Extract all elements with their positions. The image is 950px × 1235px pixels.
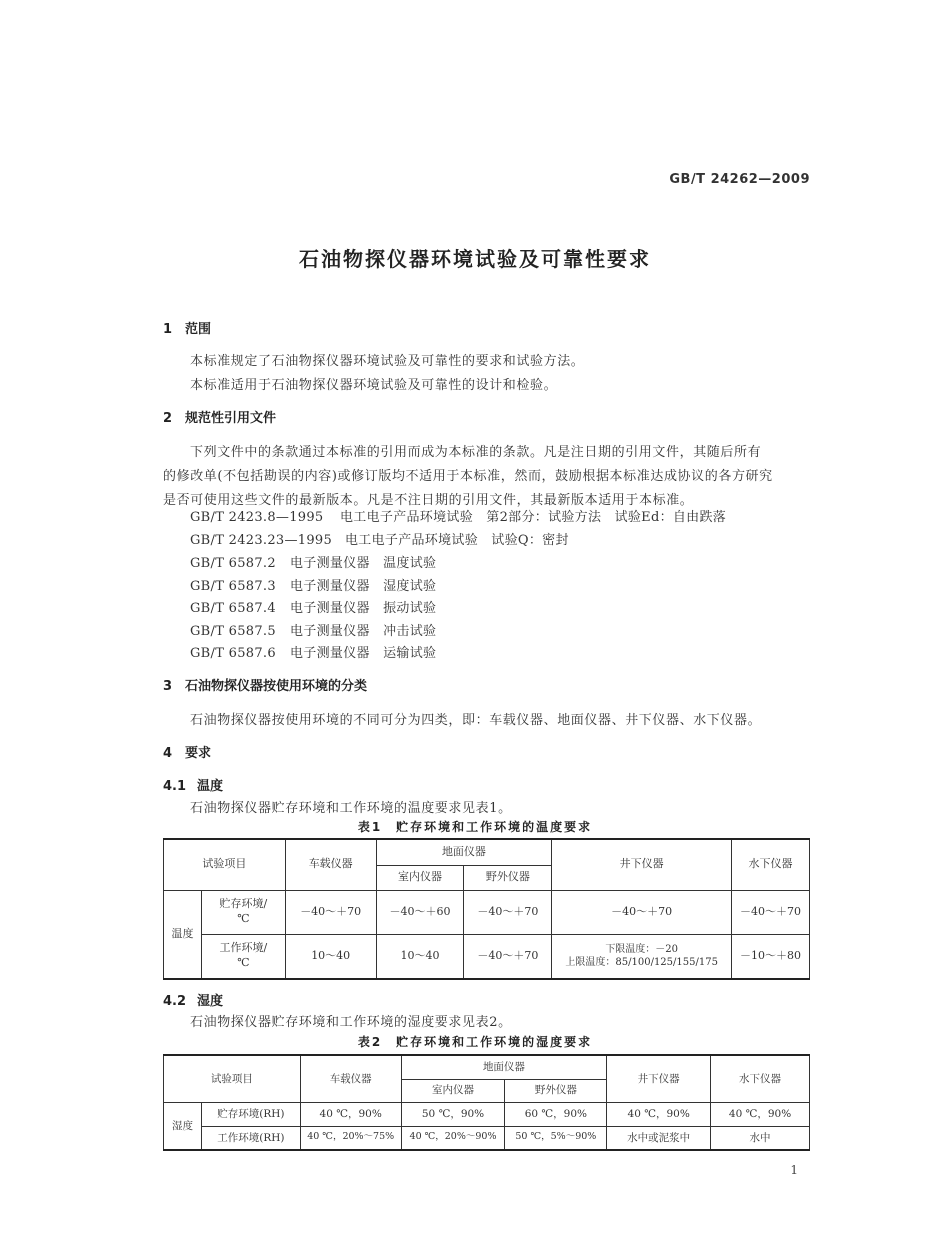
header-test-item: 试验项目 bbox=[164, 839, 286, 890]
header-downhole: 井下仪器 bbox=[552, 839, 732, 890]
paragraph-line: 的修改单(不包括勘误的内容)或修订版均不适用于本标准，然而，鼓励根据本标准达成协议的各方研究 bbox=[163, 469, 773, 484]
header-downhole: 井下仪器 bbox=[607, 1055, 711, 1102]
reference-item bbox=[190, 642, 436, 661]
header-indoor: 室内仪器 bbox=[376, 865, 464, 890]
section-number: 3 bbox=[163, 679, 173, 694]
header-test-item: 试验项目 bbox=[164, 1055, 301, 1102]
row-group-label: 温度 bbox=[164, 890, 202, 979]
table-row bbox=[164, 890, 810, 934]
row-group-label: 湿度 bbox=[164, 1102, 202, 1150]
paragraph: 本标准规定了石油物探仪器环境试验及可靠性的要求和试验方法。 bbox=[190, 354, 585, 369]
cell: 40 ℃，20%～90% bbox=[401, 1126, 505, 1150]
section-1-heading bbox=[163, 318, 211, 337]
section-number: 2 bbox=[163, 411, 173, 426]
paragraph: 石油物探仪器贮存环境和工作环境的湿度要求见表2。 bbox=[190, 1015, 512, 1030]
paragraph-line: 是否可使用这些文件的最新版本。凡是不注日期的引用文件，其最新版本适用于本标准。 bbox=[163, 493, 694, 508]
table-2-caption: 表2 贮存环境和工作环境的湿度要求 bbox=[357, 1035, 593, 1049]
header-outdoor: 野外仪器 bbox=[505, 1079, 607, 1102]
cell-line: 上限温度：85/100/125/155/175 bbox=[565, 957, 718, 969]
paragraph: 石油物探仪器按使用环境的不同可分为四类，即：车载仪器、地面仪器、井下仪器、水下仪器。 bbox=[190, 713, 762, 728]
cell: －40～＋70 bbox=[552, 890, 732, 934]
cell: －40～＋70 bbox=[464, 890, 552, 934]
reference-title: 电工电子产品环境试验 第2部分：试验方法 试验Ed：自由跌落 bbox=[340, 510, 727, 525]
section-4-1-heading bbox=[163, 775, 223, 794]
header-vehicle: 车载仪器 bbox=[300, 1055, 401, 1102]
cell: －40～＋60 bbox=[376, 890, 464, 934]
cell: 水中或泥浆中 bbox=[607, 1126, 711, 1150]
reference-item bbox=[190, 506, 726, 525]
cell: －10～＋80 bbox=[732, 934, 810, 979]
reference-code: GB/T 6587.4 bbox=[190, 601, 276, 616]
section-3-heading bbox=[163, 675, 367, 694]
cell: －40～＋70 bbox=[464, 934, 552, 979]
section-4-2-heading bbox=[163, 990, 223, 1009]
section-title: 要求 bbox=[185, 746, 212, 761]
header-ground: 地面仪器 bbox=[401, 1055, 607, 1079]
section-title: 范围 bbox=[185, 322, 212, 337]
section-title: 湿度 bbox=[197, 994, 224, 1009]
page-number: 1 bbox=[790, 1163, 798, 1177]
section-2-heading bbox=[163, 407, 276, 426]
reference-code: GB/T 2423.8—1995 bbox=[190, 510, 324, 525]
row-label-line: 工作环境/ bbox=[219, 941, 268, 955]
section-title: 温度 bbox=[197, 779, 224, 794]
section-title: 规范性引用文件 bbox=[185, 411, 277, 426]
cell: 60 ℃，90% bbox=[505, 1102, 607, 1126]
reference-item bbox=[190, 620, 436, 639]
cell: 50 ℃，90% bbox=[401, 1102, 505, 1126]
cell-line: 下限温度：－20 bbox=[605, 943, 679, 955]
section-number: 4.2 bbox=[163, 994, 187, 1009]
row-label-line: 贮存环境/ bbox=[219, 897, 268, 911]
humidity-table bbox=[163, 1054, 810, 1151]
reference-code: GB/T 6587.2 bbox=[190, 556, 276, 571]
row-label-unit: ℃ bbox=[237, 912, 250, 925]
header-vehicle: 车载仪器 bbox=[285, 839, 376, 890]
cell: 40 ℃，90% bbox=[300, 1102, 401, 1126]
header-ground: 地面仪器 bbox=[376, 839, 552, 865]
reference-code: GB/T 6587.6 bbox=[190, 646, 276, 661]
paragraph-line: 下列文件中的条款通过本标准的引用而成为本标准的条款。凡是注日期的引用文件，其随后所有 bbox=[190, 445, 762, 460]
cell: 50 ℃，5%～90% bbox=[505, 1126, 607, 1150]
row-label-unit: ℃ bbox=[237, 956, 250, 970]
header-outdoor: 野外仪器 bbox=[464, 865, 552, 890]
row-label bbox=[201, 890, 285, 934]
paragraph: 石油物探仪器贮存环境和工作环境的温度要求见表1。 bbox=[190, 801, 512, 816]
reference-title: 电子测量仪器 冲击试验 bbox=[290, 624, 437, 639]
cell: 水中 bbox=[711, 1126, 810, 1150]
reference-item bbox=[190, 575, 436, 594]
section-4-heading bbox=[163, 742, 211, 761]
cell: 10～40 bbox=[376, 934, 464, 979]
cell: 10～40 bbox=[285, 934, 376, 979]
reference-item bbox=[190, 597, 436, 616]
reference-title: 电子测量仪器 湿度试验 bbox=[290, 579, 437, 594]
section-title: 石油物探仪器按使用环境的分类 bbox=[185, 679, 368, 694]
table-1-caption: 表1 贮存环境和工作环境的温度要求 bbox=[357, 820, 593, 834]
reference-item bbox=[190, 529, 569, 548]
reference-item bbox=[190, 552, 436, 571]
cell bbox=[552, 934, 732, 979]
cell: －40～＋70 bbox=[732, 890, 810, 934]
section-number: 1 bbox=[163, 322, 173, 337]
section-number: 4.1 bbox=[163, 779, 187, 794]
cell: 40 ℃，90% bbox=[607, 1102, 711, 1126]
reference-title: 电子测量仪器 振动试验 bbox=[290, 601, 437, 616]
header-underwater: 水下仪器 bbox=[711, 1055, 810, 1102]
standard-number: GB/T 24262—2009 bbox=[669, 172, 810, 187]
section-number: 4 bbox=[163, 746, 173, 761]
header-indoor: 室内仪器 bbox=[401, 1079, 505, 1102]
reference-title: 电工电子产品环境试验 试验Q：密封 bbox=[345, 533, 569, 548]
paragraph: 本标准适用于石油物探仪器环境试验及可靠性的设计和检验。 bbox=[190, 378, 558, 393]
cell: 40 ℃，90% bbox=[711, 1102, 810, 1126]
cell: 40 ℃，20%～75% bbox=[300, 1126, 401, 1150]
cell: －40～＋70 bbox=[285, 890, 376, 934]
reference-code: GB/T 6587.3 bbox=[190, 579, 276, 594]
row-label: 工作环境(RH) bbox=[201, 1126, 300, 1150]
reference-code: GB/T 2423.23—1995 bbox=[190, 533, 333, 548]
table-row bbox=[164, 1102, 810, 1126]
header-underwater: 水下仪器 bbox=[732, 839, 810, 890]
temperature-table bbox=[163, 838, 810, 980]
table-row bbox=[164, 1126, 810, 1150]
row-label bbox=[201, 934, 285, 979]
table-row bbox=[164, 934, 810, 979]
reference-title: 电子测量仪器 温度试验 bbox=[290, 556, 437, 571]
reference-code: GB/T 6587.5 bbox=[190, 624, 276, 639]
document-title: 石油物探仪器环境试验及可靠性要求 bbox=[299, 247, 651, 271]
row-label: 贮存环境(RH) bbox=[201, 1102, 300, 1126]
reference-title: 电子测量仪器 运输试验 bbox=[290, 646, 437, 661]
